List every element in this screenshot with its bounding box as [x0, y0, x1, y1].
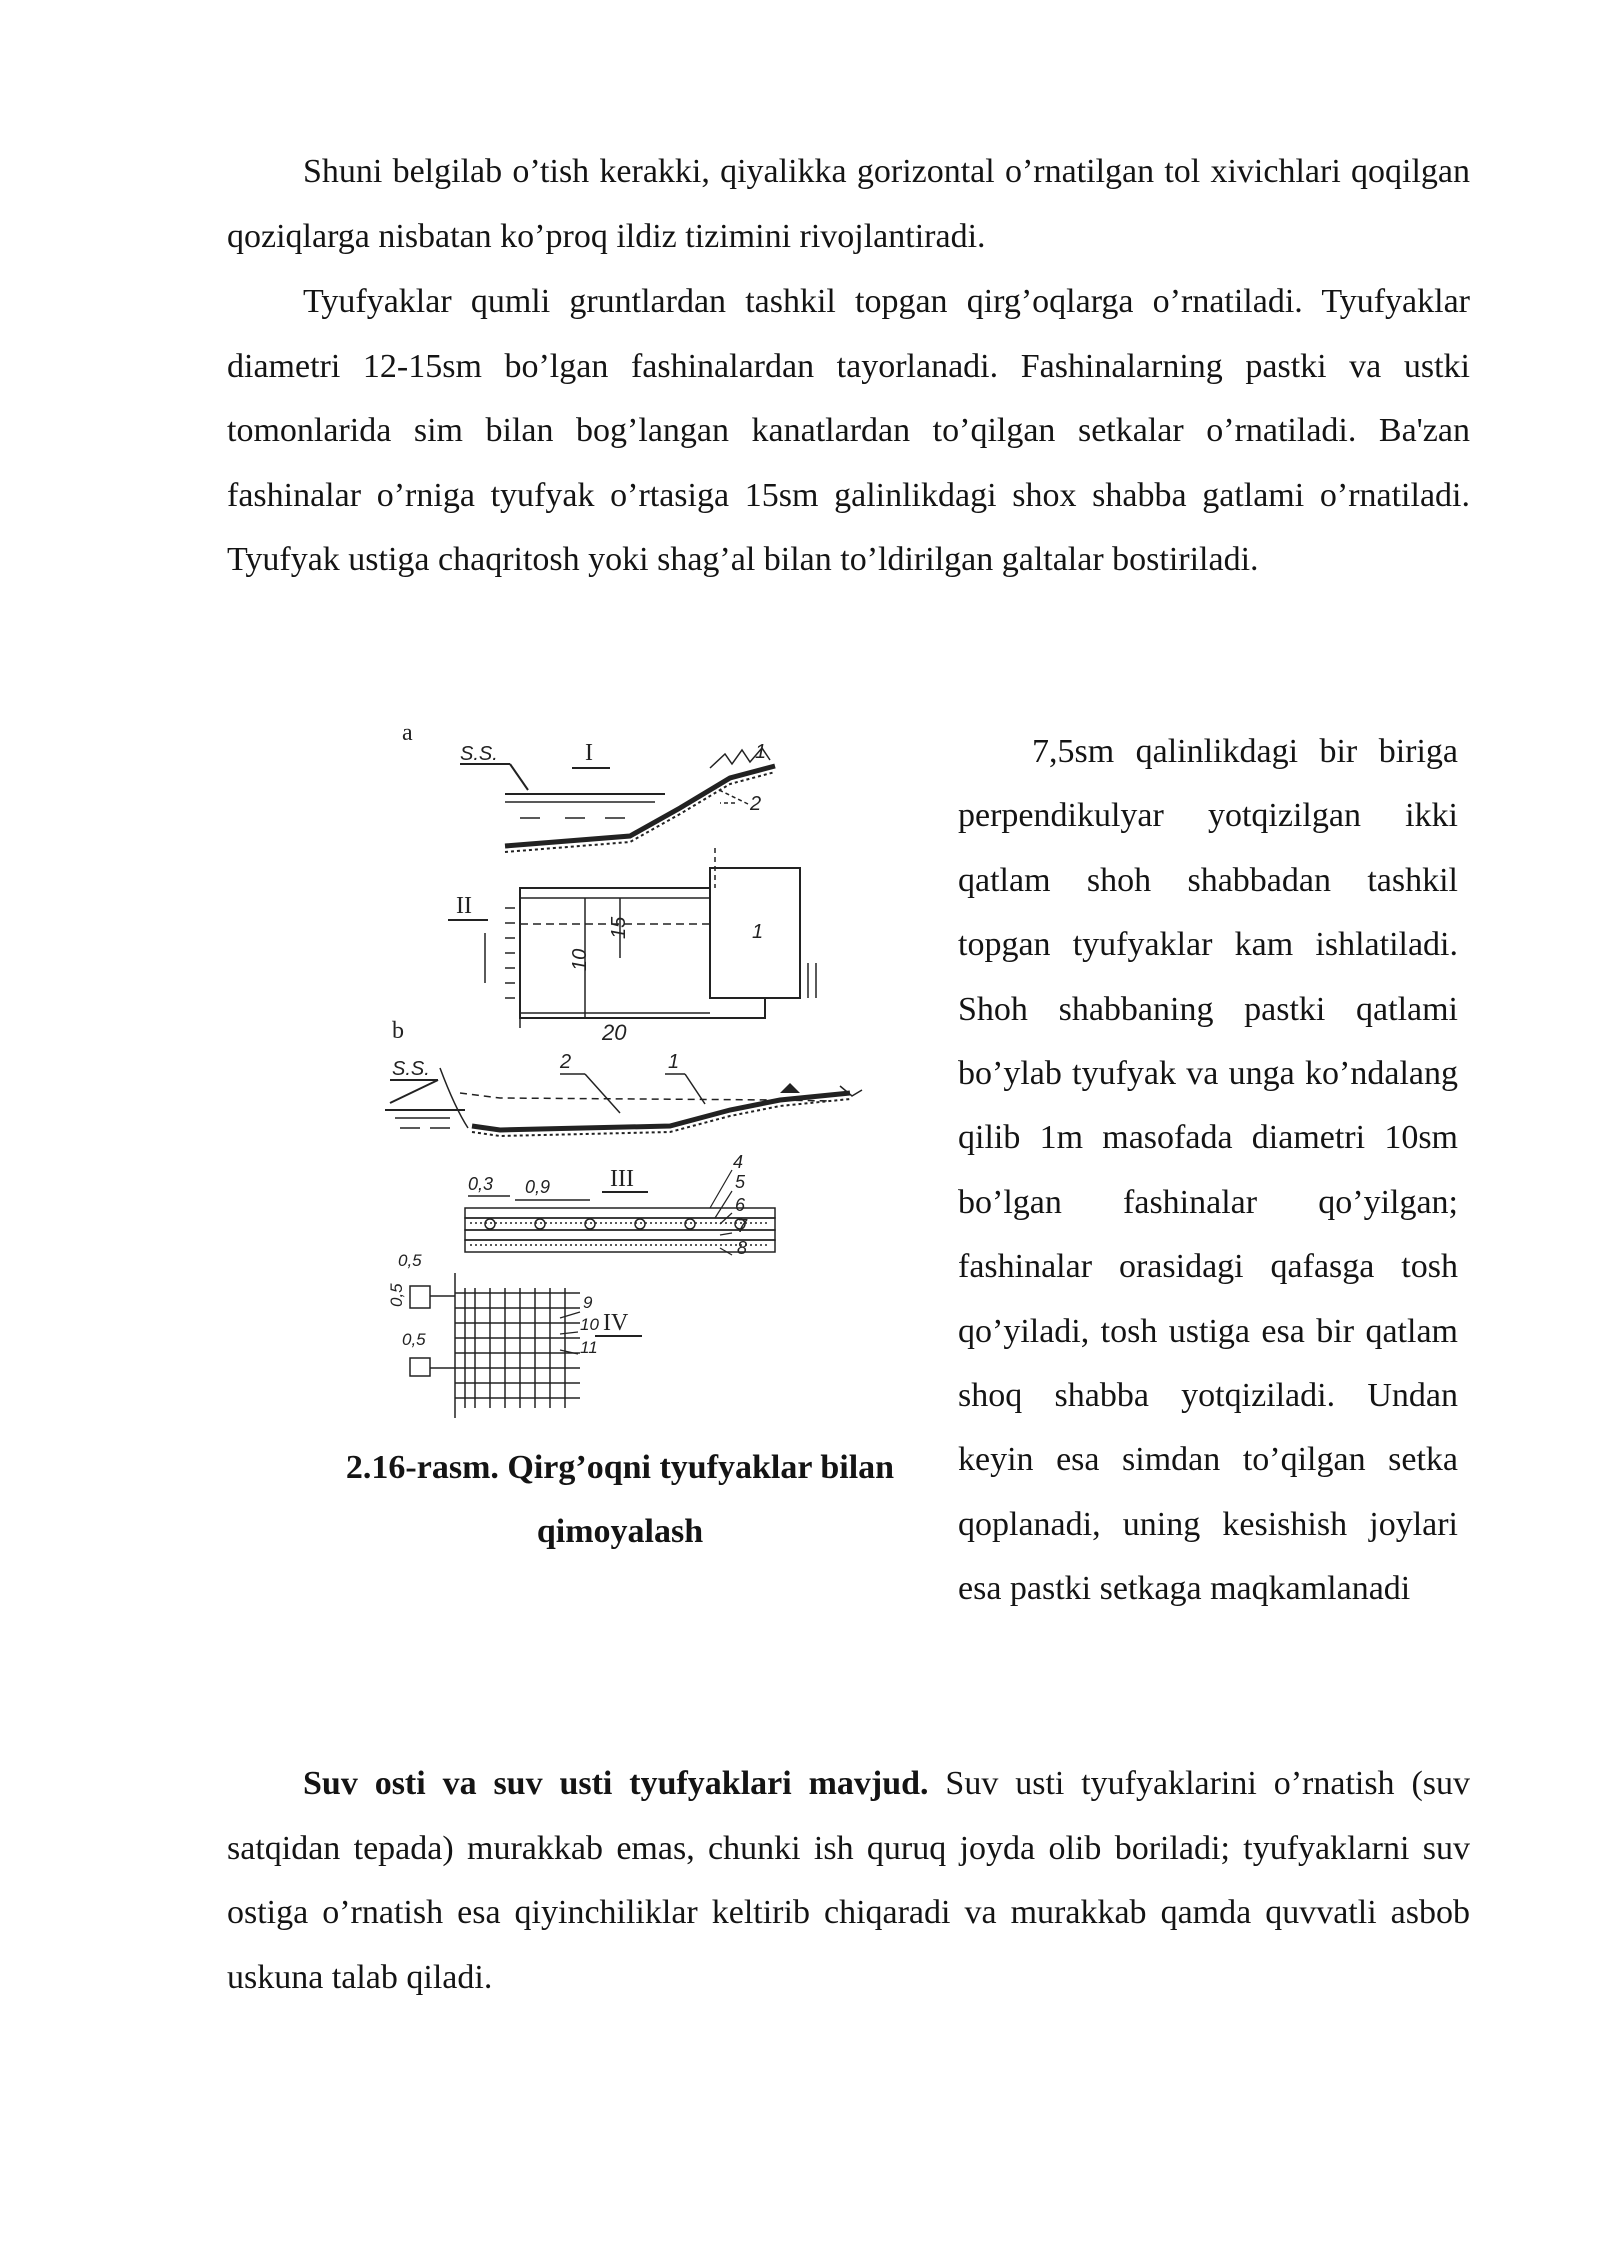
label-dim-20: 20 — [602, 1020, 627, 1045]
label-1-box: 1 — [752, 921, 764, 943]
paragraph-brushwood-mattresses: 7,5sm qalinlikdagi bir biriga perpendikulyar yotqizilgan ikki qatlam shoh shabbadan tashkil topgan tyufyaklar kam ishlatiladi. Shoh shabbaning pastki qatlami bo’ylab tyufyak va unga ko’ndalang qilib 1m masofada diametri 10sm bo’lgan fashinalar qo’yilgan; fashinalar orasidagi qafasga tosh qo’yiladi, tosh ustiga esa bir qatlam shoq shabba yotqiziladi. Undan keyin esa simdan to’qilgan setka qoplanadi, uning kesishish joylari esa pastki setkaga maqkamlanadi — [958, 733, 1458, 1608]
label-dim-0-5-bottom: 0,5 — [402, 1330, 426, 1349]
label-2-b: 2 — [560, 1051, 572, 1073]
label-11: 11 — [580, 1338, 598, 1357]
label-7: 7 — [737, 1216, 748, 1236]
figure-mattress-bank-protection — [380, 718, 880, 1428]
label-roman-IV: IV — [603, 1310, 629, 1336]
label-dim-15: 15 — [608, 916, 630, 939]
label-a: a — [402, 720, 413, 746]
label-10: 10 — [580, 1315, 599, 1334]
paragraph-willow-rods: Shuni belgilab o’tish kerakki, qiyalikka gorizontal o’rnatilgan tol xivichlari qoqilgan qoziqlarga nisbatan ko’proq ildiz tizimini rivojlantiradi. — [227, 153, 1470, 255]
label-ss-a: S.S. — [460, 743, 498, 765]
label-5: 5 — [735, 1172, 746, 1192]
label-6: 6 — [735, 1195, 746, 1215]
label-dim-0-5-top: 0,5 — [398, 1251, 422, 1270]
label-9: 9 — [583, 1293, 593, 1312]
figure-caption-line-1: 2.16-rasm. Qirg’oqni tyufyaklar bilan — [345, 1449, 895, 1486]
label-ss-b: S.S. — [392, 1058, 430, 1080]
label-roman-II: II — [456, 893, 472, 919]
label-4: 4 — [733, 1152, 744, 1172]
paragraph-rest: Suv usti tyufyaklarini o’rnatish (suv satqidan tepada) murakkab emas, chunki ish quruq joyda olib boriladi; tyufyaklarni suv ostiga o’rnatish esa qiyinchiliklar keltirib chiqaradi va murakkab qamda quvvatli asbob uskuna talab qiladi. — [227, 1765, 1470, 1996]
figure-caption — [300, 1436, 940, 1564]
figure-caption-line-2: qimoyalash — [536, 1513, 704, 1550]
label-8: 8 — [737, 1238, 748, 1258]
label-roman-III: III — [610, 1166, 634, 1192]
paragraph-mattresses: Tyufyaklar qumli gruntlardan tashkil topgan qirg’oqlarga o’rnatiladi. Tyufyaklar diametri 12-15sm bo’lgan fashinalardan tayorlanadi. Fashinalarning pastki va ustki tomonlarida sim bilan bog’langan kanatlardan to’qilgan setkalar o’rnatiladi. Ba'zan fashinalar o’rniga tyufyak o’rtasiga 15sm galinlikdagi shox shabba gatlami o’rnatiladi. Tyufyak ustiga chaqritosh yoki shag’al bilan to’ldirilgan galtalar bostiriladi. — [227, 283, 1470, 578]
label-dim-0-5-left: 0,5 — [387, 1283, 406, 1307]
paragraph-lead-bold: Suv osti va suv usti tyufyaklari mavjud. — [303, 1765, 929, 1802]
label-1-top: 1 — [755, 741, 767, 763]
label-roman-I: I — [585, 740, 593, 766]
label-1-b: 1 — [668, 1051, 680, 1073]
mattress-diagram — [380, 718, 880, 1428]
label-2-top: 2 — [750, 793, 762, 815]
label-b: b — [392, 1018, 404, 1044]
label-dim-0-3: 0,3 — [468, 1174, 494, 1194]
label-dim-10: 10 — [569, 948, 591, 971]
label-dim-0-9: 0,9 — [525, 1177, 551, 1197]
paragraph-underwater-mattresses — [227, 1752, 1470, 2010]
